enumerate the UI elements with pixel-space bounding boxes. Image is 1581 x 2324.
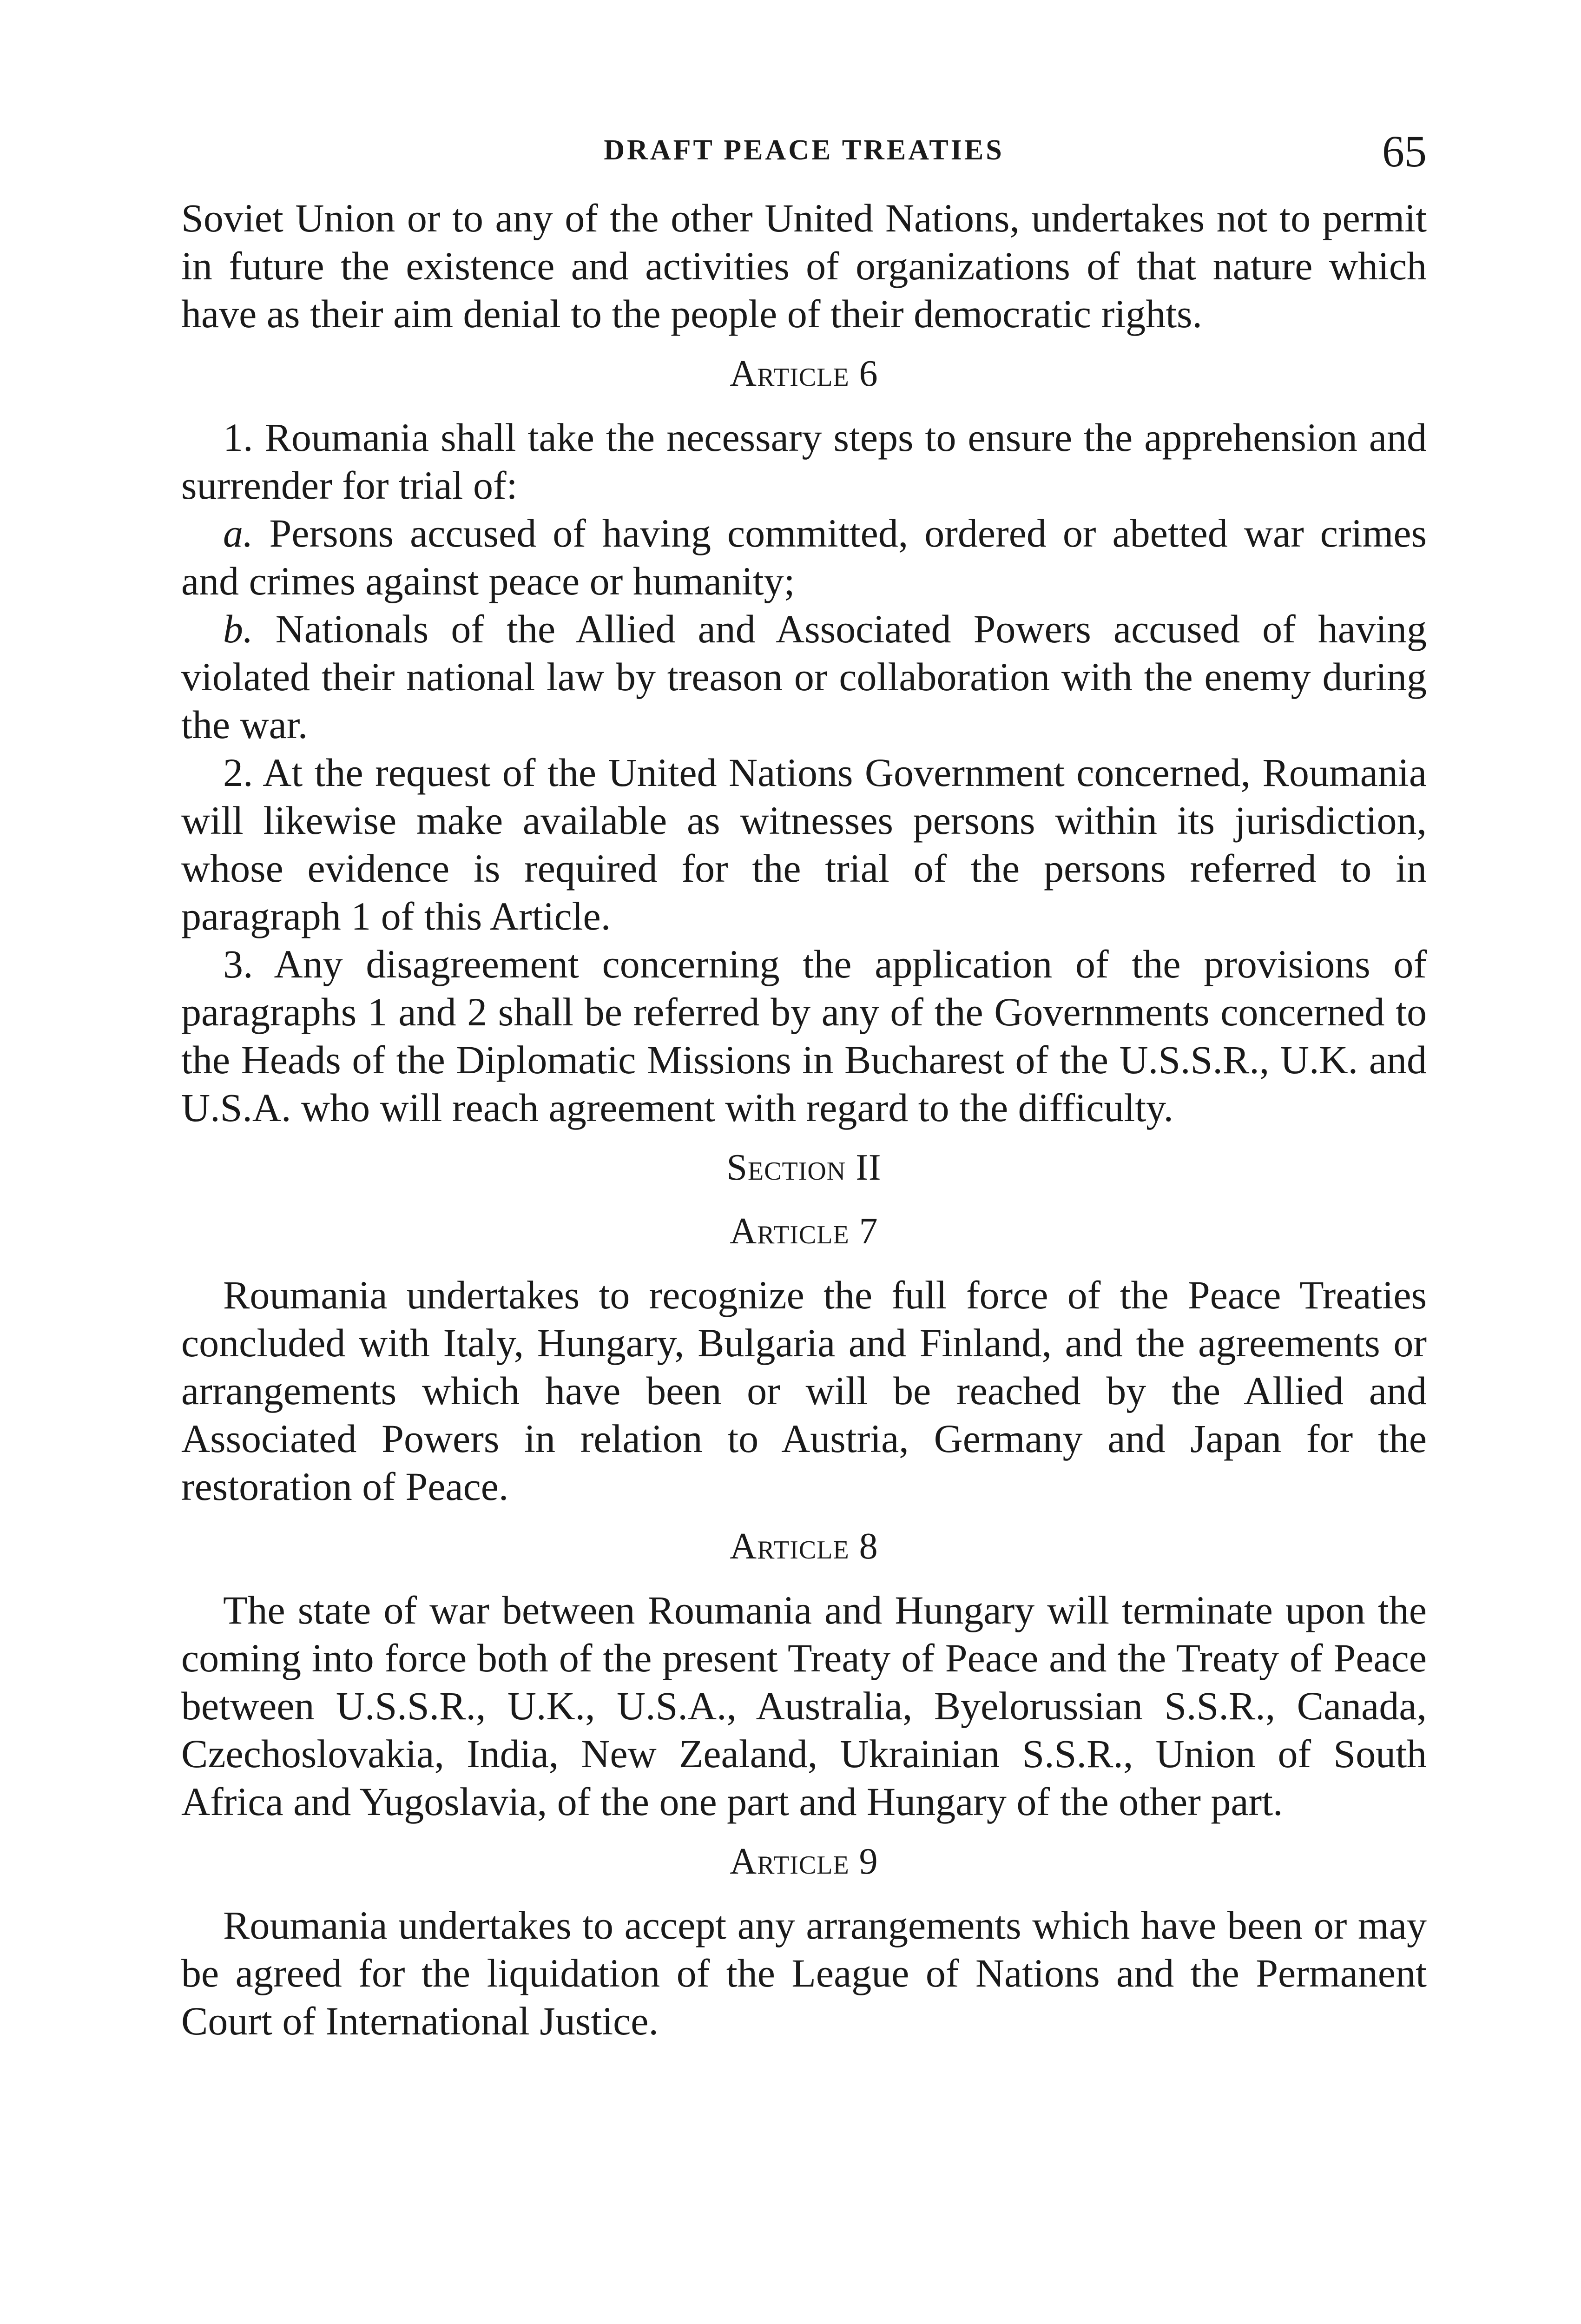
article-7-text: Roumania undertakes to recognize the full force of the Peace Treaties concluded with Italy, Hungary, Bulgaria and Finland, and the agreements or arrangements which have been or will be reached by the Allied and Associated Powers in relation to Austria, Germany and Japan for the restoration of Peace. (181, 1273, 1427, 1509)
article-6-heading: Article 6 (730, 353, 878, 394)
item-a-letter: a. (223, 511, 253, 555)
item-b-text: Nationals of the Allied and Associated Powers accused of having violated their national law by treason or collaboration with the enemy during the war. (181, 607, 1427, 747)
article-9-heading: Article 9 (730, 1841, 878, 1882)
intro-paragraph: Soviet Union or to any of the other United Nations, undertakes not to permit in future the existence and activities of organizations of that nature which have as their aim denial to the people of their democratic rights. (181, 196, 1427, 336)
article-8-heading: Article 8 (730, 1526, 878, 1567)
article-9-text: Roumania undertakes to accept any arrangements which have been or may be agreed for the liquidation of the League of Nations and the Permanent Court of International Justice. (181, 1903, 1427, 2043)
article-7-heading: Article 7 (730, 1211, 878, 1252)
article-6-item-b (181, 605, 1427, 749)
running-title: DRAFT PEACE TREATIES (604, 134, 1004, 166)
page-number: 65 (1382, 126, 1427, 176)
article-8-text: The state of war between Roumania and Hungary will terminate upon the coming into force both of the present Treaty of Peace and the Treaty of Peace between U.S.S.R., U.K., U.S.A., Australia, Byelorussian S.S.R., Canada, Czechoslovakia, India, New Zealand, Ukrainian S.S.R., Union of South Africa and Yugoslavia, of the one part and Hungary of the other part. (181, 1588, 1427, 1824)
article-6-paragraph-1: 1. Roumania shall take the necessary steps to ensure the apprehension and surrender for trial of: (181, 415, 1427, 508)
section-2-heading: Section II (726, 1147, 882, 1188)
article-6-paragraph-3: 3. Any disagreement concerning the application of the provisions of paragraphs 1 and 2 shall be referred by any of the Governments concerned to the Heads of the Diplomatic Missions in Bucharest of the U.S.S.R., U.K. and U.S.A. who will reach agreement with regard to the difficulty. (181, 942, 1427, 1130)
item-b-letter: b. (223, 607, 253, 651)
item-a-text: Persons accused of having committed, ordered or abetted war crimes and crimes against peace or humanity; (181, 511, 1427, 603)
running-header (181, 125, 1427, 177)
article-6-paragraph-2: 2. At the request of the United Nations Government concerned, Roumania will likewise make available as witnesses persons within its jurisdiction, whose evidence is required for the trial of the persons referred to in paragraph 1 of this Article. (181, 750, 1427, 938)
body-text (181, 194, 1427, 2045)
article-6-item-a (181, 509, 1427, 605)
